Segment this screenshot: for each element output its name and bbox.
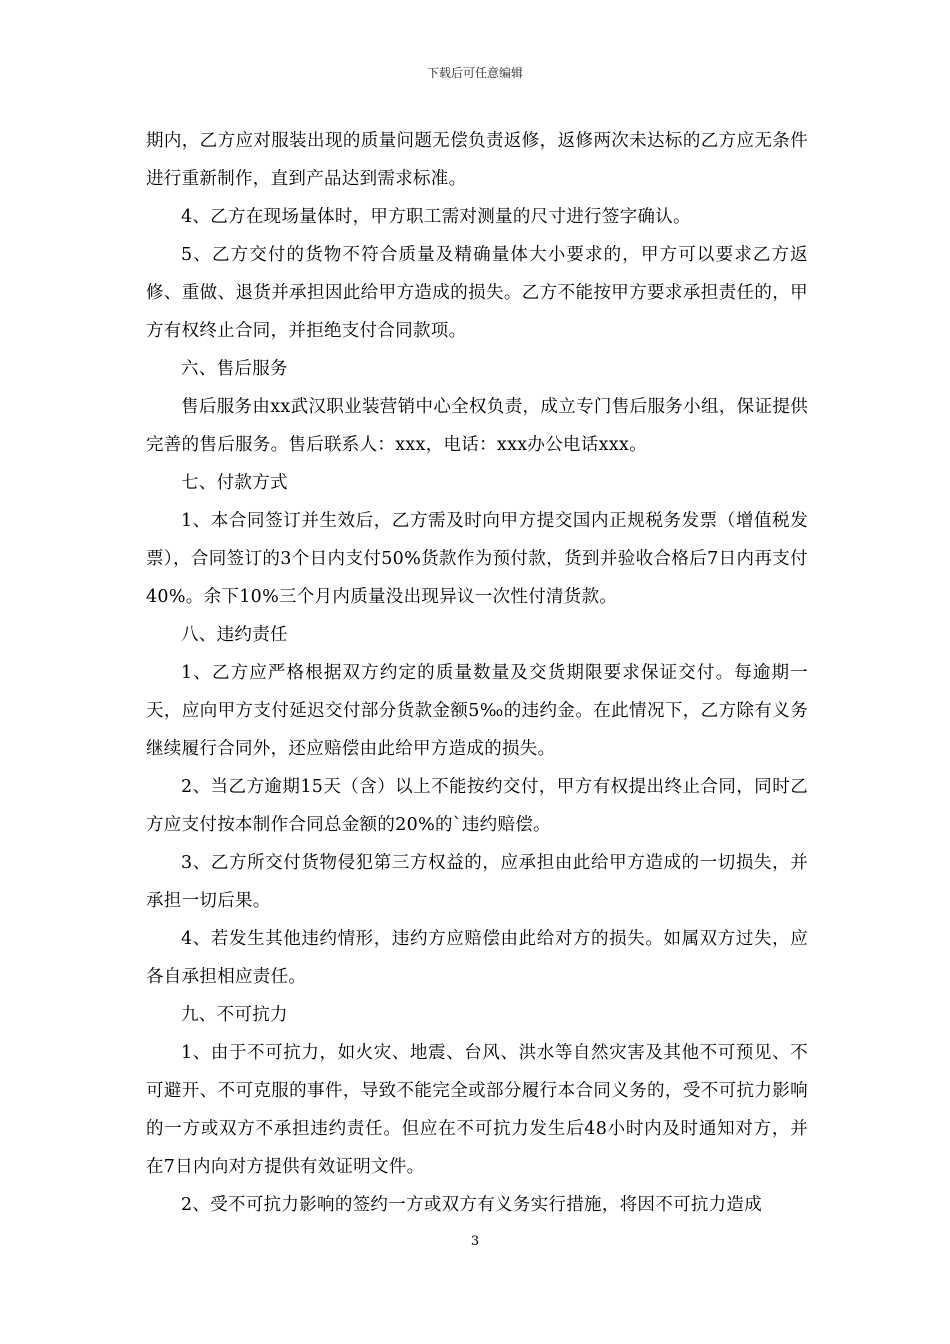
paragraph-1: 期内，乙方应对服装出现的质量问题无偿负责返修，返修两次未达标的乙方应无条件进行重新制作，直到产品达到需求标准。 [146, 131, 808, 189]
paragraph-after-sales: 售后服务由xx武汉职业装营销中心全权负责，成立专门售后服务小组，保证提供完善的售后服务。售后联系人：xxx，电话：xxx办公电话xxx。 [146, 397, 808, 455]
document-body [146, 122, 808, 1224]
page-number: 3 [470, 1234, 480, 1249]
header-note: 下载后可任意编辑 [426, 66, 523, 80]
paragraph-breach-3: 3、乙方所交付货物侵犯第三方权益的，应承担由此给甲方造成的一切损失，并承担一切后果。 [146, 853, 808, 911]
paragraph-force-majeure-2: 2、受不可抗力影响的签约一方或双方有义务实行措施，将因不可抗力造成 [181, 1195, 763, 1215]
section-heading-after-sales: 六、售后服务 [181, 359, 288, 379]
paragraph-breach-1: 1、乙方应严格根据双方约定的质量数量及交货期限要求保证交付。每逾期一天，应向甲方支付延迟交付部分货款金额5‰的违约金。在此情况下，乙方除有义务继续履行合同外，还应赔偿由此给甲方造成的损失。 [146, 663, 808, 759]
paragraph-breach-2: 2、当乙方逾期15天（含）以上不能按约交付，甲方有权提出终止合同，同时乙方应支付按本制作合同总金额的20%的`违约赔偿。 [146, 777, 808, 835]
section-heading-force-majeure: 九、不可抗力 [181, 1005, 288, 1025]
section-heading-payment: 七、付款方式 [181, 473, 288, 493]
paragraph-force-majeure-1: 1、由于不可抗力，如火灾、地震、台风、洪水等自然灾害及其他不可预见、不可避开、不可克服的事件，导致不能完全或部分履行本合同义务的，受不可抗力影响的一方或双方不承担违约责任。但应在不可抗力发生后48小时内及时通知对方，并在7日内向对方提供有效证明文件。 [146, 1043, 808, 1177]
paragraph-2: 4、乙方在现场量体时，甲方职工需对测量的尺寸进行签字确认。 [181, 207, 691, 227]
section-heading-breach: 八、违约责任 [181, 625, 288, 645]
paragraph-3: 5、乙方交付的货物不符合质量及精确量体大小要求的，甲方可以要求乙方返修、重做、退货并承担因此给甲方造成的损失。乙方不能按甲方要求承担责任的，甲方有权终止合同，并拒绝支付合同款项。 [146, 245, 808, 341]
paragraph-breach-4: 4、若发生其他违约情形，违约方应赔偿由此给对方的损失。如属双方过失，应各自承担相应责任。 [146, 929, 808, 987]
paragraph-payment-1: 1、本合同签订并生效后，乙方需及时向甲方提交国内正规税务发票（增值税发票），合同签订的3个日内支付50%货款作为预付款，货到并验收合格后7日内再支付40%。余下10%三个月内质量没出现异议一次性付清货款。 [146, 511, 808, 607]
